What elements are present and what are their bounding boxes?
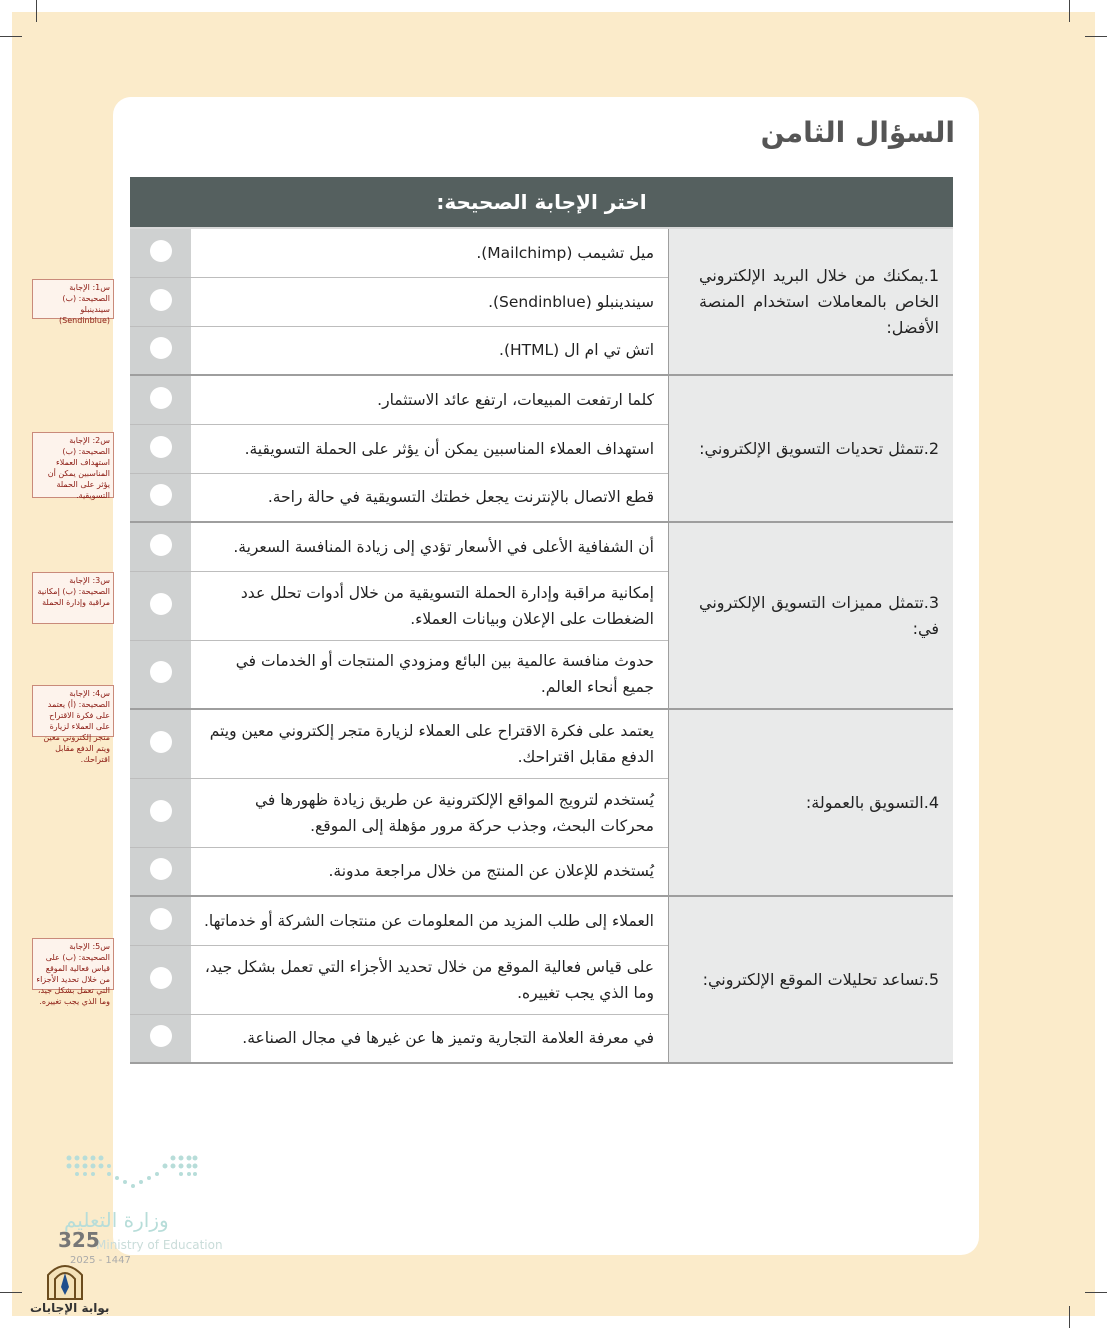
- option-radio[interactable]: [130, 778, 191, 847]
- edition-year: 2025 - 1447: [70, 1255, 131, 1266]
- crop-mark: [1069, 1306, 1070, 1328]
- site-logo-icon[interactable]: [44, 1257, 86, 1301]
- ministry-logo-dots-icon: [64, 1153, 199, 1195]
- crop-mark: [36, 0, 37, 22]
- radio-circle-icon[interactable]: [150, 534, 172, 556]
- radio-circle-icon[interactable]: [150, 967, 172, 989]
- option-radio[interactable]: [130, 571, 191, 640]
- option-radio[interactable]: [130, 277, 191, 326]
- question-table: [130, 177, 953, 1064]
- radio-circle-icon[interactable]: [150, 484, 172, 506]
- crop-mark: [0, 1292, 22, 1293]
- option-text: اتش تي ام ال (HTML).: [191, 326, 669, 375]
- question-text: 2.تتمثل تحديات التسويق الإلكتروني:: [669, 375, 954, 522]
- option-text: سيندينبلو (Sendinblue).: [191, 277, 669, 326]
- option-radio[interactable]: [130, 709, 191, 778]
- option-radio[interactable]: [130, 522, 191, 571]
- option-text: يعتمد على فكرة الاقتراح على العملاء لزيارة متجر إلكتروني معين ويتم الدفع مقابل اقتراحك.: [191, 709, 669, 778]
- radio-circle-icon[interactable]: [150, 387, 172, 409]
- option-text: يُستخدم للإعلان عن المنتج من خلال مراجعة مدونة.: [191, 847, 669, 896]
- question-text: 1.يمكنك من خلال البريد الإلكتروني الخاص بالمعاملات استخدام المنصة الأفضل:: [669, 228, 954, 375]
- radio-circle-icon[interactable]: [150, 731, 172, 753]
- question-text: 5.تساعد تحليلات الموقع الإلكتروني:: [669, 896, 954, 1063]
- ministry-name-arabic: وزارة التعليم: [64, 1208, 169, 1232]
- option-radio[interactable]: [130, 326, 191, 375]
- answer-note: س1: الإجابة الصحيحة: (ب) سيندينبلو (Sendinblue): [32, 279, 114, 319]
- option-radio[interactable]: [130, 1014, 191, 1063]
- radio-circle-icon[interactable]: [150, 593, 172, 615]
- page-title: السؤال الثامن: [760, 116, 955, 149]
- crop-mark: [0, 36, 22, 37]
- crop-mark: [1069, 0, 1070, 22]
- answer-note: س5: الإجابة الصحيحة: (ب) على قياس فعالية الموقع من خلال تحديد الأجزاء التي تعمل بشكل جيد، وما الذي يجب تغييره.: [32, 938, 114, 990]
- radio-circle-icon[interactable]: [150, 240, 172, 262]
- option-text: ميل تشيمب (Mailchimp).: [191, 228, 669, 277]
- crop-mark: [1085, 36, 1107, 37]
- crop-mark: [1085, 1292, 1107, 1293]
- option-radio[interactable]: [130, 375, 191, 424]
- radio-circle-icon[interactable]: [150, 800, 172, 822]
- option-text: قطع الاتصال بالإنترنت يجعل خطتك التسويقية في حالة راحة.: [191, 473, 669, 522]
- option-radio[interactable]: [130, 640, 191, 709]
- option-radio[interactable]: [130, 847, 191, 896]
- option-radio[interactable]: [130, 896, 191, 945]
- ministry-name-english: Ministry of Education: [96, 1238, 223, 1252]
- option-text: يُستخدم لترويج المواقع الإلكترونية عن طريق زيادة ظهورها في محركات البحث، وجذب حركة مرور مؤهلة إلى الموقع.: [191, 778, 669, 847]
- radio-circle-icon[interactable]: [150, 661, 172, 683]
- option-text: أن الشفافية الأعلى في الأسعار تؤدي إلى زيادة المنافسة السعرية.: [191, 522, 669, 571]
- radio-circle-icon[interactable]: [150, 1025, 172, 1047]
- option-radio[interactable]: [130, 424, 191, 473]
- option-text: حدوث منافسة عالمية بين البائع ومزودي المنتجات أو الخدمات في جميع أنحاء العالم.: [191, 640, 669, 709]
- radio-circle-icon[interactable]: [150, 337, 172, 359]
- answer-note: س3: الإجابة الصحيحة: (ب) إمكانية مراقبة وإدارة الحملة: [32, 572, 114, 624]
- answer-note: س4: الإجابة الصحيحة: (أ) يعتمد على فكرة الاقتراح على العملاء لزيارة متجر إلكتروني معين ويتم الدفع مقابل اقتراحك.: [32, 685, 114, 737]
- radio-circle-icon[interactable]: [150, 436, 172, 458]
- option-radio[interactable]: [130, 228, 191, 277]
- table-header: اختر الإجابة الصحيحة:: [130, 177, 953, 228]
- question-text: 4.التسويق بالعمولة:: [669, 709, 954, 896]
- option-radio[interactable]: [130, 473, 191, 522]
- question-text: 3.تتمثل مميزات التسويق الإلكتروني في:: [669, 522, 954, 709]
- answer-note: س2: الإجابة الصحيحة: (ب) استهداف العملاء المناسبين يمكن أن يؤثر على الحملة التسويقية.: [32, 432, 114, 498]
- option-text: كلما ارتفعت المبيعات، ارتفع عائد الاستثمار.: [191, 375, 669, 424]
- radio-circle-icon[interactable]: [150, 858, 172, 880]
- radio-circle-icon[interactable]: [150, 908, 172, 930]
- radio-circle-icon[interactable]: [150, 289, 172, 311]
- option-text: على قياس فعالية الموقع من خلال تحديد الأجزاء التي تعمل بشكل جيد، وما الذي يجب تغييره.: [191, 945, 669, 1014]
- option-radio[interactable]: [130, 945, 191, 1014]
- option-text: العملاء إلى طلب المزيد من المعلومات عن منتجات الشركة أو خدماتها.: [191, 896, 669, 945]
- page-number: 325: [58, 1228, 100, 1252]
- option-text: استهداف العملاء المناسبين يمكن أن يؤثر على الحملة التسويقية.: [191, 424, 669, 473]
- option-text: في معرفة العلامة التجارية وتميز ها عن غيرها في مجال الصناعة.: [191, 1014, 669, 1063]
- option-text: إمكانية مراقبة وإدارة الحملة التسويقية من خلال أدوات تحلل عدد الضغطات على الإعلان وبيانات العملاء.: [191, 571, 669, 640]
- site-logo-text[interactable]: بوابة الإجابات: [30, 1301, 110, 1315]
